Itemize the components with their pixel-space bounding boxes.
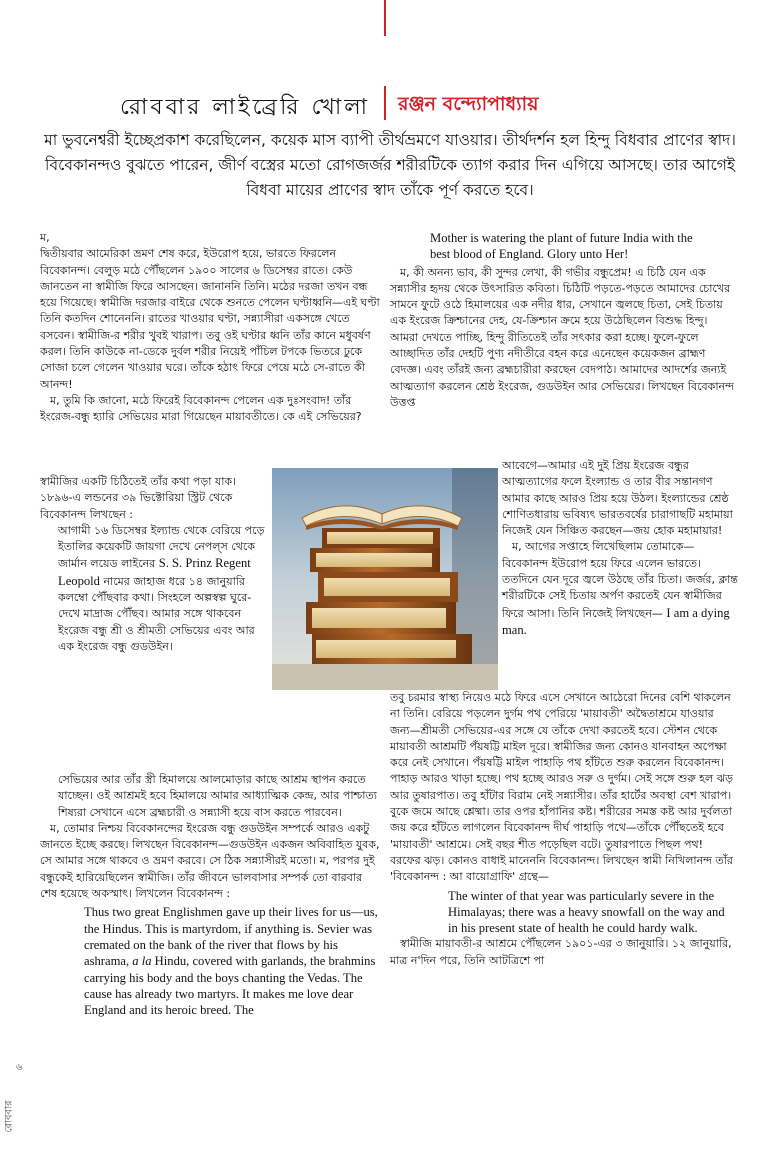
english-quote: The winter of that year was particularly severe in the Himalayas; there was a heavy snowfall on the way and in his present state of health he could hardy walk. bbox=[448, 888, 725, 936]
english-phrase: I am a dying man. bbox=[502, 605, 730, 637]
english-quote bbox=[84, 904, 380, 1018]
books-illustration bbox=[272, 468, 498, 690]
column-right-top bbox=[390, 230, 735, 411]
page-number: ৬ bbox=[16, 1062, 23, 1073]
magazine-name: রোববার bbox=[3, 1100, 15, 1133]
quote-text: সেভিয়ের আর তাঁর স্ত্রী হিমালয়ে আলমোড়ার কাছে আশ্রম স্থাপন করতে যাচ্ছেন। ওই আশ্রমই হবে হিমালয়ে আমার আধ্যাত্মিক কেন্দ্র, আর পাশ্চাত্য শিষ্যরা সেখানে এসে ব্রহ্মচারী ও সন্ন্যাসী হয়ে বাস করতে পারবেন। bbox=[58, 773, 377, 819]
paragraph: ম, দ্বিতীয়বার আমেরিকা ভ্রমণ শেষ করে, ইউরোপ হয়ে, ভারতে ফিরলেন বিবেকানন্দ। বেলুড় মঠে পৌঁছলেন ১৯০০ সালের ৬ ডিসেম্বর রাতে। কেউ জানতেন না স্বামীজি ফিরে আসছেন। জানাননি তিনি। মঠের দরজা তখন বন্ধ হয়ে গিয়েছে। স্বামীজি দরজার বাইরে থেকে শুনতে পেলেন ঘণ্টাধ্বনি—এই ঘণ্টা তিনি কতদিন শোনেননি। রাতের খাওয়ার ঘণ্টা, সন্ন্যাসীরা একসঙ্গে খেতে বসবেন। স্বামীজি-র শরীর খুবই খারাপ। তবু ওই ঘণ্টার ধ্বনি তাঁর কানে মধুবর্ষণ করল। তিনি কাউকে না-ডেকে দুর্বল শরীর নিয়েই পাঁচিল টপকে ভিতরে ঢুকে সোজা চলে গেলেন খাওয়ার ঘরে। তাঁকে হঠাৎ ফিরে পেয়ে মঠে সে-রাতে কী আনন্দ! bbox=[40, 231, 380, 391]
quote-text: নামের জাহাজ ধরে ১৪ জানুয়ারি কলম্বো পৌঁছবার কথা। সিংহলে অল্পস্বল্প ঘুরে-দেখে মাদ্রাজ পৌঁছব। আমার সঙ্গে থাকবেন ইংরেজ বন্ধু শ্রী ও শ্রীমতী সেভিয়ের এবং আর এক ইংরেজ বন্ধু গুডউইন। bbox=[58, 574, 255, 653]
paragraph-text: ম, আগের সপ্তাহে লিখেছিলাম তোমাকে—বিবেকানন্দ ইউরোপ হয়ে ফিরে এলেন ভারতে। ততদিনে যেন দূরে জ্বলে উঠছে তাঁর চিতা। জর্জর, ক্লান্ত শরীরটিকে সেই চিতায় অর্পণ করতেই যেন স্বামীজির ফিরে আসা। তিনি নিজেই লিখছেন— bbox=[502, 540, 738, 620]
paragraph: স্বামীজি মায়াবতী-র আশ্রমে পৌঁছলেন ১৯০১-এর ৩ জানুয়ারি। ১২ জানুয়ারি, মাত্র ন'দিন পরে, তিনি আটত্রিশে পা bbox=[390, 937, 732, 967]
paragraph: স্বামীজির একটি চিঠিতেই তাঁর কথা পড়া যাক। ১৮৯৬-এ লন্ডনের ৩৯ ভিক্টোরিয়া স্ট্রিট থেকে বিবেকানন্দ লিখছেন : bbox=[40, 475, 237, 521]
column-header bbox=[0, 86, 770, 122]
column-right-bottom bbox=[390, 690, 735, 969]
english-quote-text: Thus two great Englishmen gave up their lives for us—us, the Hindus. This is martyrdom, if anything is. Sevier was cremated on the bank of the river that flows by his ashrama, bbox=[84, 905, 378, 969]
english-quote-italic: a la bbox=[132, 954, 152, 969]
english-quote-text: Hindu, covered with garlands, the brahmins carrying his body and the boys chanting the Vedas. The cause has already two martyrs. It makes me love dear England and its heroic breed. The bbox=[84, 954, 376, 1018]
quote-text: আগামী ১৬ ডিসেম্বর ইল্যান্ড থেকে বেরিয়ে পড়ে ইতালির কয়েকটি জায়গা দেখে নেপল্স থেকে জার্মান লয়েড লাইনের bbox=[58, 523, 265, 571]
column-left-top bbox=[40, 230, 380, 426]
author-name: রঞ্জন বন্দ্যোপাধ্যায় bbox=[398, 93, 539, 115]
paragraph: ম, তুমি কি জানো, মঠে ফিরেই বিবেকানন্দ পেলেন এক দুঃসংবাদ! তাঁর ইংরেজ-বন্ধু হ্যারি সেভিয়ের মারা গিয়েছেন মায়াবতীতে। কে এই সেভিয়ের? bbox=[40, 393, 362, 424]
paragraph: তবু চরমার স্বাস্থ্য নিয়েও মঠে ফিরে এসে সেখানে আঠেরো দিনের বেশি থাকলেন না তিনি। বেরিয়ে পড়লেন দুর্গম পথ পেরিয়ে 'মায়াবতী' অদ্বৈতাশ্রমে যাওয়ার জন্য—শ্রীমতী সেভিয়ের-এর সঙ্গে যে তাঁকে দেখা করতেই হবে। স্টেশন থেকে মায়াবতী আশ্রমটি পঁয়ষট্টি মাইল দূরে। স্বামীজির জন্য কোনও যানবাহন অপেক্ষা করে নেই সেখানে। পঁয়ষট্টি মাইল পাহাড়ি পথ হাঁটতে শুরু করলেন বিবেকানন্দ। পাহাড় আরও খাড়া হচ্ছে। পথ হচ্ছে আরও সরু ও দুর্গম। সেই সঙ্গে শুরু হল ঝড় আর তুষারপাত। তবু হাঁটার বিরাম নেই সন্ন্যাসীর। তাঁর হার্টের অবস্থা বেশ খারাপ। বুকে জমে আছে শ্লেষ্মা। তার ওপর হাঁপানির কষ্ট। শরীরের সমস্ত কষ্ট আর দুর্বলতা জয় করে হাঁটতে লাগলেন বিবেকানন্দ দীর্ঘ পাহাড়ি পথে—তাঁকে পৌঁছতেই হবে 'মায়াবতী' আশ্রমে। সেই বছর শীত পড়েছিল বটে। তুষারপাতে পিছল পথ! বরফের ঝড়। কোনও বাধাই মানেননি বিবেকানন্দ। লিখছেন স্বামী নিখিলানন্দ তাঁর 'বিবেকানন্দ : আ বায়োগ্রাফি' গ্রন্থে— bbox=[390, 691, 733, 884]
column-left-wrap bbox=[40, 474, 268, 655]
english-quote: Mother is watering the plant of future India with the best blood of England. Glory unto Her! bbox=[430, 231, 693, 262]
page-folio bbox=[3, 1060, 32, 1140]
paragraph bbox=[502, 539, 738, 639]
lead-paragraph: মা ভুবনেশ্বরী ইচ্ছেপ্রকাশ করেছিলেন, কয়েক মাস ব্যাপী তীর্থভ্রমণে যাওয়ার। তীর্থদর্শন হল হিন্দু বিধবার প্রাণের স্বাদ। বিবেকানন্দও বুঝতে পারেন, জীর্ণ বস্ত্রের মতো রোগজর্জর শরীরটিকে ত্যাগ করার দিন এগিয়ে আসছে। তার আগেই বিধবা মায়ের প্রাণের স্বাদ তাঁকে পূর্ণ করতে হবে। bbox=[44, 131, 736, 199]
column-right-wrap bbox=[502, 458, 738, 639]
quote bbox=[58, 523, 268, 655]
paragraph: ম, তোমার নিশ্চয় বিবেকানন্দের ইংরেজ বন্ধু গুডউইন সম্পর্কে আরও একটু জানতে ইচ্ছে করছে। লিখছেন বিবেকানন্দ—গুডউইন একজন অবিবাহিত যুবক, সে আমার সঙ্গে থাকবে ও ভ্রমণ করবে। সে ঠিক সন্ন্যাসীরই মতো। ম, পরপর দুই বন্ধুকেই হারিয়েছিলেন স্বামীজি। তাঁর জীবনে ভালবাসার সম্পর্ক তো বারবার শেষ হয়েছে অকস্মাৎ। লিখলেন বিবেকানন্দ : bbox=[40, 821, 380, 901]
books-photo bbox=[272, 468, 498, 690]
top-rule bbox=[384, 0, 386, 36]
header-divider bbox=[384, 86, 386, 120]
paragraph: আবেগে—আমার এই দুই প্রিয় ইংরেজ বন্ধুর আত্মত্যাগের ফলে ইংল্যান্ড ও তার বীর সন্তানগণ আমার কাছে আরও প্রিয় হয়ে উঠল। ইংল্যান্ডের শ্রেষ্ঠ শোণিতধারায় ভবিষ্যৎ ভারতবর্ষের চারাগাছটি মহামায়া নিজেই যেন সিঞ্চিত করছেন—জয় হোক মহামায়ার! bbox=[502, 459, 733, 538]
paragraph: ম, কী অনন্য ভাব, কী সুন্দর লেখা, কী গভীর বন্ধুপ্রেম! এ চিঠি যেন এক সন্ন্যাসীর হৃদয় থেকে উৎসারিত কবিতা। চিঠিটি পড়তে-পড়তে আমাদের চোখের সামনে ফুটে ওঠে হিমালয়ের এক নদীর ধার, সেখানে জ্বলছে চিতা, সেই চিতায় এক ইংরেজ ক্রিশ্চানের দেহ, যে-ক্রিশ্চান ক্রমে হয়ে উঠেছিলেন বিশুদ্ধ হিন্দু। আমরা দেখতে পাচ্ছি, হিন্দু রীতিতেই তাঁর সৎকার করা হচ্ছে। ফুলে-ফুলে আচ্ছাদিত তাঁর দেহটি পুণ্য নদীতীরে বহন করে এনেছেন কয়েকজন ব্রাহ্মণ বেদজ্ঞ। এবং তাঁরই জন্য ব্রহ্মচারীরা করছেন বেদপাঠ। আমাদের আদর্শের জন্যই আত্মত্যাগ করলেন শ্রেষ্ঠ ইংরেজ, গুডউইন আর সেভিয়ের। লিখছেন বিবেকানন্দ উত্তপ্ত bbox=[390, 265, 734, 409]
column-left-bottom bbox=[40, 772, 380, 1018]
ship-name: S. S. Prinz Regent Leopold bbox=[58, 556, 251, 588]
column-title: রোববার লাইব্রেরি খোলা bbox=[120, 95, 370, 120]
